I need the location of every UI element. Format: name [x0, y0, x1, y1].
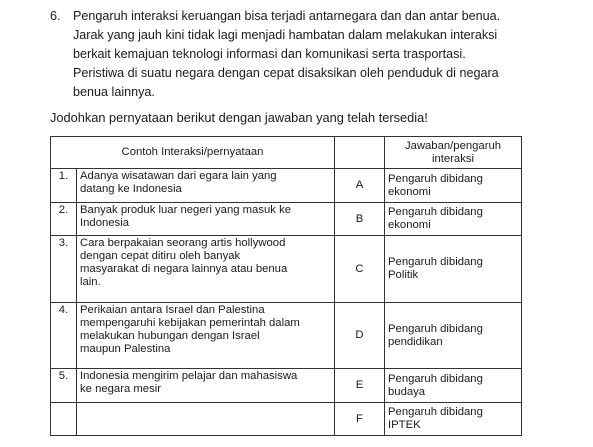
statement-line: mempengaruhi kebijakan pemerintah dalam — [80, 317, 300, 329]
row-answer — [385, 303, 522, 369]
statement-line: lain. — [80, 276, 101, 288]
instruction-text: Jodohkan pernyataan berikut dengan jawaban yang telah tersedia! — [50, 110, 428, 125]
answer-line: Pengaruh dibidang — [388, 172, 483, 185]
row-statement — [77, 203, 335, 236]
statement-line: Indonesia — [80, 217, 129, 229]
answer-line: Pengaruh dibidang — [388, 206, 483, 218]
answer-line: budaya — [388, 385, 426, 398]
question-text — [73, 7, 578, 102]
row-letter: C — [335, 236, 385, 303]
table-row — [51, 403, 522, 436]
row-statement — [77, 169, 335, 203]
statement-line: Cara berpakaian seorang artis hollywood — [80, 237, 286, 249]
table-row — [51, 303, 522, 369]
row-number: 3. — [51, 236, 77, 303]
table-row — [51, 203, 522, 236]
statement-line: dengan cepat ditiru oleh banyak — [80, 250, 241, 262]
statement-line: Indonesia mengirim pelajar dan mahasiswa — [80, 370, 298, 382]
table-row — [51, 236, 522, 303]
question-line: Jarak yang jauh kini tidak lagi menjadi hambatan dalam melakukan interaksi — [73, 28, 498, 42]
header-statement: Contoh Interaksi/pernyataan — [51, 137, 335, 169]
row-answer — [385, 203, 522, 236]
answer-line: ekonomi — [388, 219, 431, 231]
statement-line: melakukan hubungan dengan Israel — [80, 330, 260, 342]
statement-line: Banyak produk luar negeri yang masuk ke — [80, 204, 291, 216]
row-letter: E — [335, 369, 385, 403]
row-statement — [77, 236, 335, 303]
row-number: 1. — [51, 169, 77, 203]
table-header-row — [51, 137, 522, 169]
question-line: berkait kemajuan teknologi informasi dan komunikasi serta trasportasi. — [73, 47, 466, 61]
header-answer-line: Jawaban/pengaruh — [404, 139, 502, 152]
row-number: 2. — [51, 203, 77, 236]
statement-line: masyarakat di negara lainnya atau benua — [80, 263, 288, 275]
statement-line: Adanya wisatawan dari egara lain yang — [80, 170, 277, 182]
row-number — [51, 403, 77, 436]
table-row — [51, 169, 522, 203]
header-answer — [385, 137, 522, 169]
row-statement — [77, 303, 335, 369]
row-statement — [77, 369, 335, 403]
statement-line: Perikaian antara Israel dan Palestina — [80, 304, 265, 316]
answer-line: Pengaruh dibidang — [388, 372, 483, 385]
statement-line: ke negara mesir — [80, 383, 161, 395]
answer-line: Pengaruh dibidang — [388, 256, 483, 268]
question-line: Pengaruh interaksi keruangan bisa terjadi antarnegara dan dan antar benua. — [73, 9, 501, 23]
answer-line: Pengaruh dibidang — [388, 322, 483, 335]
row-number: 5. — [51, 369, 77, 403]
header-answer-line: interaksi — [431, 152, 475, 165]
answer-line: IPTEK — [388, 419, 421, 431]
header-letter — [335, 137, 385, 169]
row-answer — [385, 236, 522, 303]
answer-line: Pengaruh dibidang — [388, 406, 483, 418]
answer-line: pendidikan — [388, 335, 443, 348]
statement-line: maupun Palestina — [80, 343, 171, 355]
table-row — [51, 369, 522, 403]
row-statement — [77, 403, 335, 436]
question-line: Peristiwa di suatu negara dengan cepat disaksikan oleh penduduk di negara — [73, 66, 499, 80]
row-letter: D — [335, 303, 385, 369]
row-answer — [385, 169, 522, 203]
answer-line: Politik — [388, 269, 419, 281]
matching-table — [50, 136, 522, 436]
statement-line: datang ke Indonesia — [80, 183, 182, 195]
row-letter: A — [335, 169, 385, 203]
question-line: benua lainnya. — [73, 85, 155, 99]
question-number: 6. — [50, 9, 61, 23]
row-number: 4. — [51, 303, 77, 369]
row-answer — [385, 403, 522, 436]
row-letter: F — [335, 403, 385, 436]
row-letter: B — [335, 203, 385, 236]
answer-line: ekonomi — [388, 185, 431, 198]
row-answer — [385, 369, 522, 403]
